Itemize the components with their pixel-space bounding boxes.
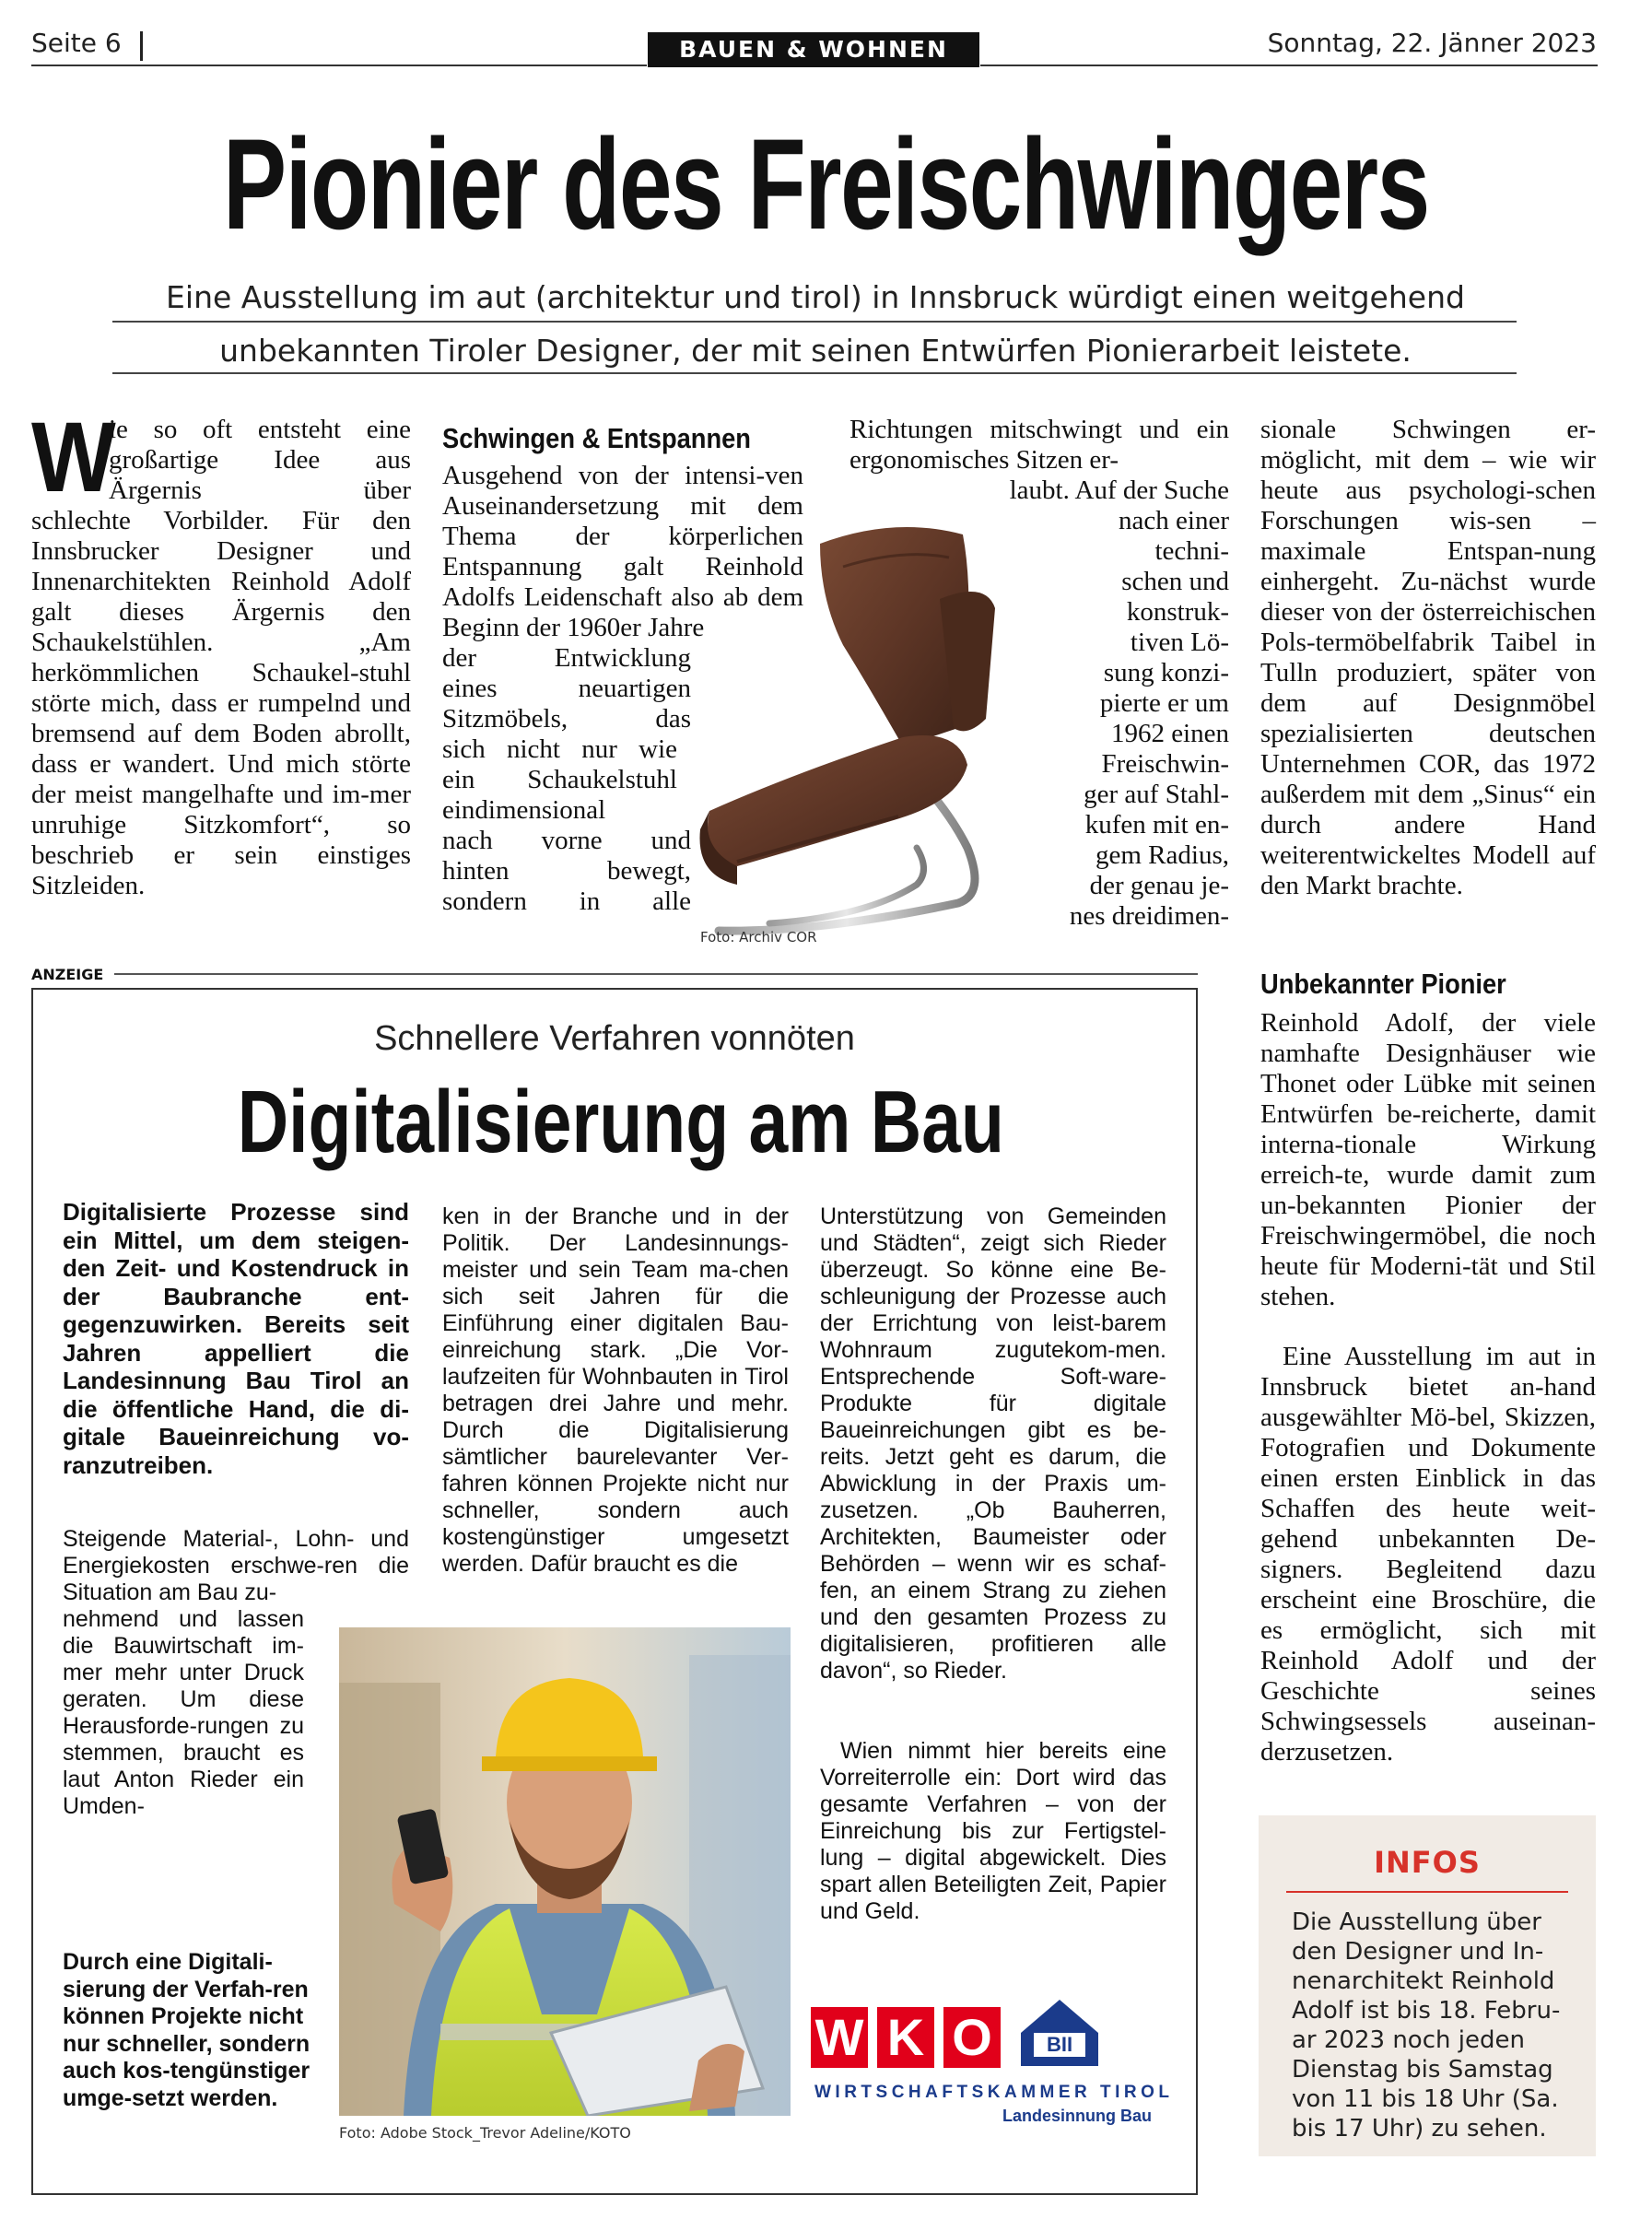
house-icon [1015, 1996, 1104, 2068]
info-text: Die Ausstellung über den Designer und In-nenarchitekt Reinhold Adolf ist bis 18. Febru-ar 2023 noch jeden Dienstag bis Samstag von 11 bis 18 Uhr (Sa. bis 17 Uhr) zu sehen. [1292, 1908, 1561, 2143]
wrap-line: sich nicht nur wie [442, 734, 677, 764]
column-4-text-2: Reinhold Adolf, der viele namhafte Designhäuser wie Thonet oder Lübke mit seinen Entwürfen be-reicherte, damit interna-tionale Wirkung erreich-te, wurde damit zum un-bekannten Pionier der Freischwingermöbel, die noch heute für Moderni-tät und Stil stehen. [1260, 1008, 1596, 1311]
intro-line: ie so oft entsteht eine [109, 415, 411, 444]
column-3-top-text: Richtungen mitschwingt und ein ergonomisches Sitzen er- [849, 415, 1229, 475]
photo-credit: Foto: Adobe Stock_Trevor Adeline/KOTO [339, 2124, 631, 2142]
wrap-line: der genau je- [1089, 871, 1229, 900]
ad-photo-caption: Durch eine Digitali-sierung der Verfah-ren können Projekte nicht nur schneller, sondern auch kos-tengünstiger umge-setzt werden. [63, 1949, 310, 2111]
column-4-text: sionale Schwingen er-möglicht, mit dem – wie wir heute aus psychologi-schen Forschungen wis-sen – maximale Entspan-nung einhergeht. Zu-nächst wurde dieser von der österreichischen Pols-termöbelfabrik Taibel in Tulln produziert, später von dem auf Designmöbel spezialisierten deutschen Unternehmen COR, das 1972 außerdem mit dem „Sinus“ ein durch andere Hand weiterentwickeltes Modell auf den Markt brachte. [1260, 415, 1596, 900]
wrap-line: gem Radius, [1095, 840, 1229, 870]
wrap-line: nach einer [1119, 506, 1229, 535]
wrap-line: nach vorne und [442, 826, 691, 855]
info-rule [1286, 1891, 1568, 1893]
wrap-line: sondern in alle [442, 886, 691, 916]
wrap-line: pierte er um [1099, 688, 1229, 718]
wrap-line: nes dreidimen- [1069, 901, 1229, 931]
ad-rule [114, 973, 1198, 975]
intro-line: großartige Idee aus [109, 445, 411, 475]
chair-photo [682, 498, 1023, 949]
column-2-wrap-text [442, 643, 691, 917]
ad-column-1-wrap-text: nehmend und lassen die Bauwirtschaft im-mer mehr unter Druck geraten. Um diese Herausforde-rungen zu stemmen, braucht es laut Anton Rieder ein Umden- [63, 1606, 304, 1819]
column-1-intro [109, 415, 411, 506]
photo-credit: Foto: Archiv COR [700, 929, 817, 945]
wrap-line: der Entwicklung [442, 643, 691, 673]
header-rule-left [31, 65, 647, 66]
subheading-unbekannter-pionier: Unbekannter Pionier [1260, 968, 1506, 1000]
ad-column-3-text-2: Wien nimmt hier bereits eine Vorreiterrolle ein: Dort wird das gesamte Verfahren – von der Einreichung bis zur Fertigstel-lung – digital abgewickelt. Dies spart allen Beteiligten Zeit, Papier und Geld. [820, 1738, 1166, 1924]
ad-lead: Digitalisierte Prozesse sind ein Mittel, um dem steigen-den Zeit- und Kostendruck in der Baubranche ent-gegenzuwirken. Bereits seit Jahren appelliert die Landesinnung Bau Tirol an die öffentliche Hand, die di-gitale Baueinreichung vo-ranzutreiben. [63, 1198, 409, 1479]
subhead-rule-2 [112, 372, 1517, 374]
page-number: Seite 6 [31, 28, 122, 58]
subhead-rule-1 [112, 321, 1517, 323]
wrap-line: hinten bewegt, [442, 856, 691, 886]
wrap-line: Freischwin- [1101, 749, 1229, 779]
wko-letter: W [811, 2007, 868, 2068]
ad-column-1-text: Steigende Material-, Lohn- und Energiekosten erschwe-ren die Situation am Bau zu- [63, 1526, 409, 1605]
wrap-line: ger auf Stahl- [1084, 780, 1229, 809]
wko-mark: BII [1046, 2033, 1073, 2056]
subheadline-line-1: Eine Ausstellung im aut (architektur und tirol) in Innsbruck würdigt einen weitgehend [166, 279, 1465, 315]
wrap-line: eindimensional [442, 795, 606, 825]
subheadline [111, 271, 1520, 378]
wrap-line: eines neuartigen [442, 674, 691, 703]
header-rule-right [980, 65, 1598, 66]
wko-letter: K [877, 2007, 934, 2068]
wrap-line: Sitzmöbels, das [442, 704, 691, 734]
wko-letter: O [943, 2007, 1001, 2068]
column-2-text: Ausgehend von der intensi-ven Auseinandersetzung mit dem Thema der körperlichen Entspannung galt Reinhold Adolfs Leidenschaft also ab dem Beginn der 1960er Jahre [442, 461, 803, 642]
wrap-line: ein Schaukelstuhl [442, 765, 677, 794]
ad-label: ANZEIGE [31, 966, 104, 983]
wrap-line: techni- [1154, 536, 1229, 566]
wrap-line: kufen mit en- [1084, 810, 1229, 839]
section-tag: BAUEN & WOHNEN [648, 32, 979, 67]
wrap-line: schen und [1121, 567, 1229, 596]
wrap-line: konstruk- [1126, 597, 1229, 627]
headline: Pionier des Freischwingers [222, 112, 1429, 256]
drop-cap: W [31, 401, 116, 512]
wrap-line: sung konzi- [1103, 658, 1229, 687]
column-4-text-3: Eine Ausstellung im aut in Innsbruck bietet an-hand ausgewählter Mö-bel, Skizzen, Fotografien und Dokumente einen ersten Einblick in das Schaffen des heute weit-gehend unbekannten De-signers. Begleitend dazu erscheint eine Broschüre, die es ermöglicht, sich mit Reinhold Adolf und der Geschichte seines Schwingsessels auseinan-derzusetzen. [1260, 1342, 1596, 1767]
ad-column-3-text: Unterstützung von Gemeinden und Städten“, zeigt sich Rieder überzeugt. So könne eine Be-schleunigung der Prozesse auch der Errichtung von leist-barem Wohnraum zugutekom-men. Entsprechende Soft-ware-Produkte für digitale Baueinreichungen gibt es be-reits. Jetzt geht es darum, die Abwicklung in der Praxis um-zusetzen. „Ob Bauherren, Architekten, Baumeister oder Behörden – wenn wir es schaf-fen, an einem Strang zu ziehen und den gesamten Prozess zu digitalisieren, profitieren alle davon“, so Rieder. [820, 1203, 1166, 1684]
info-title: INFOS [1374, 1845, 1481, 1880]
worker-photo [339, 1627, 791, 2116]
ad-kicker: Schnellere Verfahren vonnöten [374, 1019, 855, 1058]
wko-logo [811, 2007, 1174, 2154]
issue-date: Sonntag, 22. Jänner 2023 [1267, 28, 1597, 58]
wrap-line: laubt. Auf der Suche [1009, 476, 1229, 505]
ad-column-2-text: ken in der Branche und in der Politik. Der Landesinnungs-meister und sein Team ma-chen sich seit Jahren für die Einführung einer digitalen Bau-einreichung stark. „Die Vor-laufzeiten für Wohnbauten in Tirol betragen drei Jahre und mehr. Durch die Digitalisierung sämtlicher baurelevanter Ver-fahren können Projekte nicht nur schneller, sondern auch kostengünstiger umgesetzt werden. Dafür braucht es die [442, 1203, 789, 1577]
ad-title: Digitalisierung am Bau [237, 1073, 1004, 1171]
wko-wordmark: WIRTSCHAFTSKAMMER TIROL [814, 2083, 1174, 2102]
column-1-text: schlechte Vorbilder. Für den Innsbrucker Designer und Innenarchitekten Reinhold Adolf galt dieses Ärgernis den Schaukelstühlen. „Am herkömmlichen Schaukel-stuhl störte mich, dass er rumpelnd und bremsend auf dem Boden abrollt, dass er wandert. Und mich störte der meist mangelhafte und im-mer unruhige Sitzkomfort“, so beschrieb er sein einstiges Sitzleiden. [31, 506, 411, 900]
wrap-line: 1962 einen [1110, 719, 1229, 748]
intro-line: Ärgernis über [109, 476, 411, 505]
subheadline-line-2: unbekannten Tiroler Designer, der mit seinen Entwürfen Pionierarbeit leistete. [219, 333, 1412, 369]
subheading-schwingen: Schwingen & Entspannen [442, 422, 751, 454]
wko-subline: Landesinnung Bau [1002, 2107, 1152, 2125]
header-divider [140, 31, 143, 61]
wrap-line: tiven Lö- [1130, 628, 1229, 657]
